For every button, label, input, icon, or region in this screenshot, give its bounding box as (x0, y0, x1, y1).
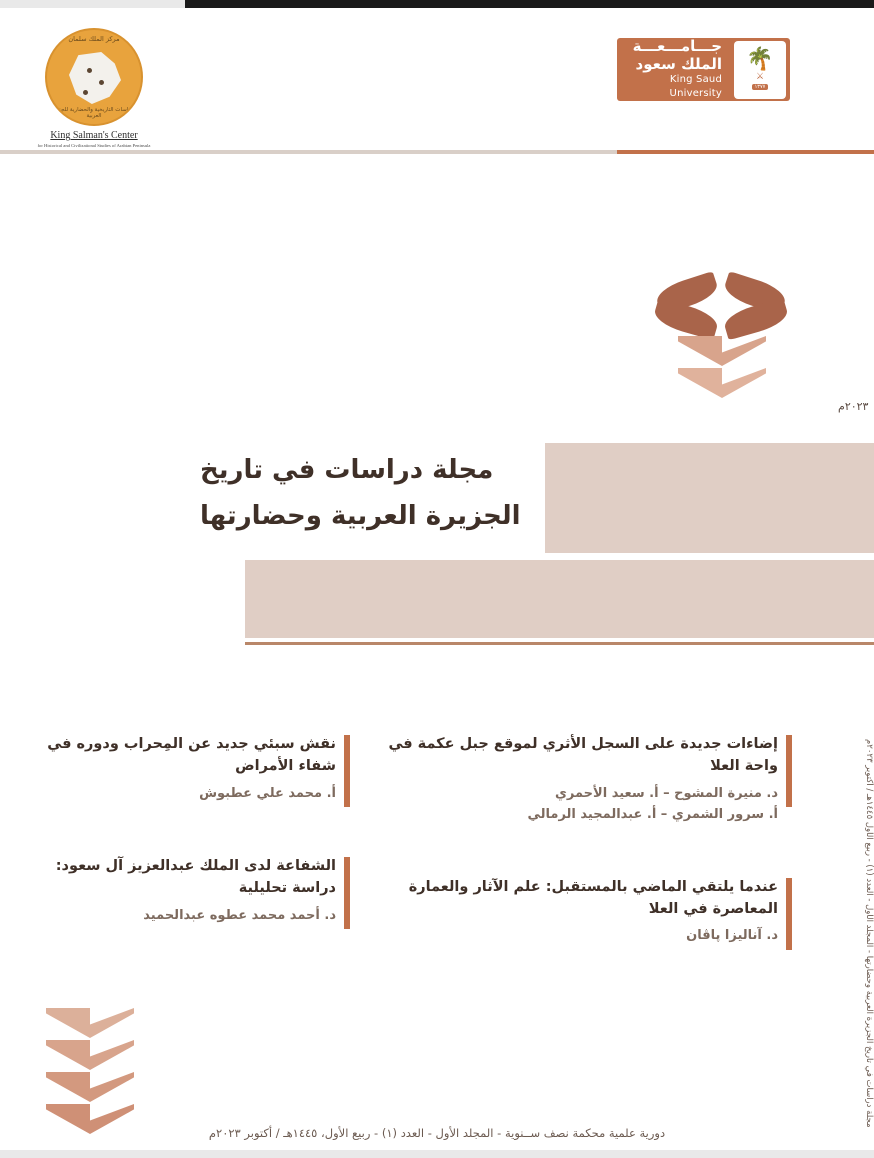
journal-title (200, 448, 540, 539)
king-salman-center-logo (34, 28, 154, 148)
ksu-arabic-line1: جـــامـــعـــة (632, 37, 722, 56)
journal-title-line2: الجزيرة العربية وحضارتها (200, 500, 521, 531)
ksc-subtitle-en: for Historical and Civilizational Studies of Arabian Peninsula (37, 143, 151, 148)
king-saud-university-logo (617, 38, 790, 101)
ksc-emblem-icon (45, 28, 143, 126)
document-page (0, 8, 874, 1150)
cover-year: ٢٠٢٣م (838, 400, 869, 413)
palm-trunk-icon (678, 336, 766, 400)
palm-logo-mark-icon (652, 270, 792, 435)
map-dot-icon (83, 90, 88, 95)
map-dot-icon (99, 80, 104, 85)
article-title: الشفاعة لدى الملك عبدالعزيز آل سعود: دراسة تحليلية (55, 857, 336, 897)
footer-issue-line: دورية علمية محكمة نصف ســنوية - المجلد الأول - العدد (١) - ربيع الأول، ١٤٤٥هـ / أكتوبر ٢٠٢٣م (208, 1126, 666, 1140)
footer-chevron-mark-icon (46, 1008, 134, 1136)
ksu-logo-texts (617, 38, 728, 101)
header-divider-accent (617, 150, 874, 154)
browser-top-strip-dark (185, 0, 874, 8)
ksc-name-en: King Salman's Center (50, 130, 138, 141)
article-entry[interactable] (40, 855, 350, 927)
journal-title-line1: مجلة دراسات في تاريخ (200, 455, 494, 485)
ksu-arabic-line2: الملك سعود (635, 54, 722, 73)
chevron-shape (678, 336, 766, 366)
title-panel-lower (245, 560, 874, 638)
ksu-badge-year: ١٣٧٧ (752, 84, 769, 90)
article-column-left (40, 733, 350, 976)
chevron-shape (46, 1008, 134, 1038)
palm-tree-icon: 🌴 (746, 47, 774, 72)
article-title: عندما يلتقي الماضي بالمستقبل: علم الآثار والعمارة المعاصرة في العلا (408, 878, 778, 917)
crossed-swords-icon: ⚔ (755, 72, 765, 82)
article-entry[interactable] (40, 733, 350, 805)
article-entry[interactable] (380, 876, 792, 948)
chevron-shape (46, 1040, 134, 1070)
article-authors: د. منيرة المشوح – أ. سعيد الأحمري أ. سرور الشمري – أ. عبدالمجيد الرمالي (527, 785, 778, 822)
map-dot-icon (87, 68, 92, 73)
ksc-arc-bottom-text: للدراسات التاريخية والحضارية للجزيرة العربية (50, 107, 138, 119)
article-authors: د. آناليزا پاڤان (686, 928, 778, 944)
chevron-shape (678, 368, 766, 398)
arabian-peninsula-map-icon (69, 52, 121, 104)
article-title: إضاءات جديدة على السجل الأثري لموقع جبل عكمة في واحة العلا (388, 736, 778, 775)
chevron-shape (46, 1072, 134, 1102)
ksu-english-name: King Saud University (669, 73, 722, 99)
ksc-arc-top-text: مركز الملك سلمان (68, 35, 120, 43)
article-entry[interactable] (380, 733, 792, 826)
title-underline-rule (245, 642, 874, 645)
title-panel-upper (545, 443, 874, 553)
article-column-right (380, 733, 792, 997)
spine-text: مجلة دراسات في تاريخ الجزيرة العربية وحضارتها - المجلد الأول - العدد (١) - ربيع الأول ١٤٤٥هـ / أكتوبر ٢٠٢٣م (864, 739, 874, 1128)
article-title: نقش سبئي جديد عن المِحراب ودوره في شفاء الأمراض (47, 736, 336, 775)
ksu-badge-icon (734, 41, 786, 99)
article-authors: د. أحمد محمد عطوه عبدالحميد (143, 907, 336, 923)
page-header (0, 8, 874, 153)
article-authors: أ. محمد علي عطبوش (199, 785, 336, 801)
window-bottom-edge (0, 1150, 874, 1158)
